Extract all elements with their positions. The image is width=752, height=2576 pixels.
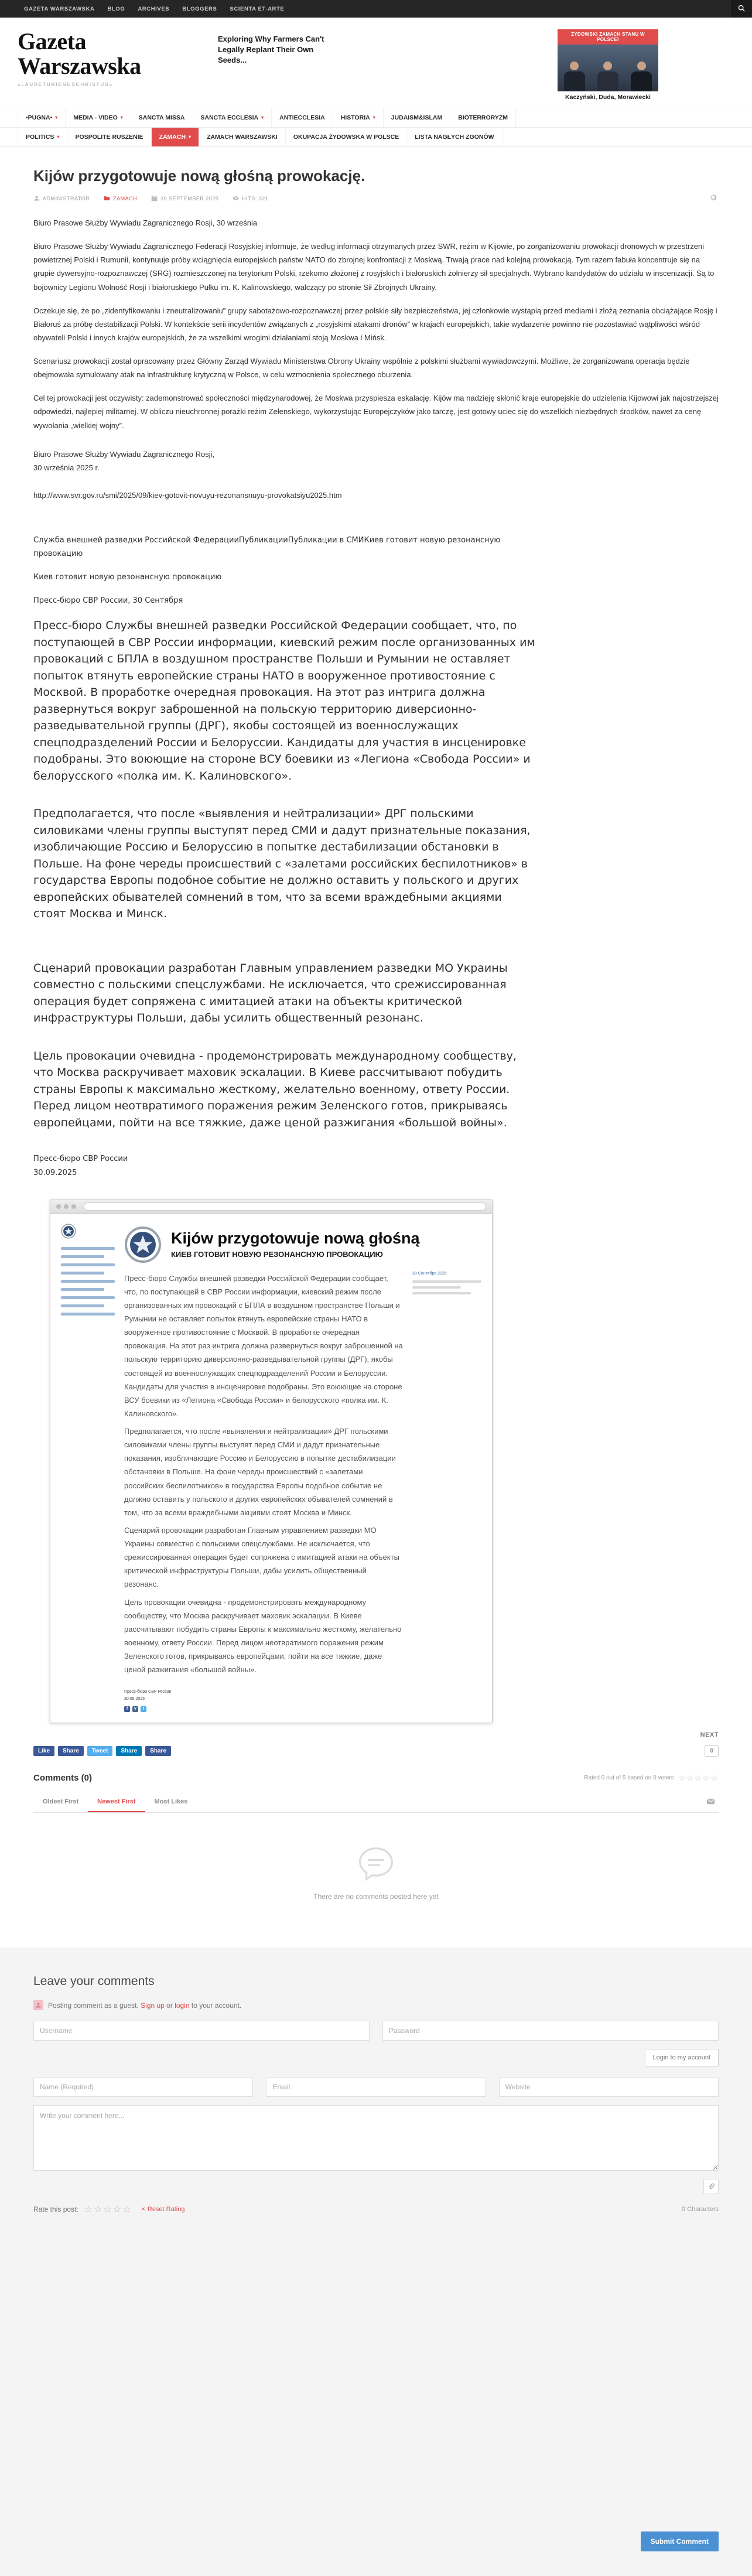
- site-header: [0, 18, 752, 108]
- svr-meta-bar: [412, 1286, 461, 1289]
- svr-meta-bar: [412, 1280, 481, 1283]
- rating-stars-icon: ☆☆☆☆☆: [678, 1773, 719, 1782]
- topbar-link-home[interactable]: GAZETA WARSZAWSKA: [24, 5, 95, 12]
- promo-figure: [564, 62, 585, 91]
- chevron-down-icon: ▾: [372, 115, 375, 120]
- nav-item-sancta-ecclesia[interactable]: SANCTA ECCLESIA ▾: [193, 108, 272, 127]
- gear-icon: [709, 193, 717, 201]
- rate-stars[interactable]: ☆☆☆☆☆: [84, 2205, 132, 2215]
- chevron-down-icon: ▾: [55, 115, 58, 120]
- attach-row: [33, 2179, 719, 2194]
- vk-icon: v: [132, 1706, 138, 1712]
- name-input[interactable]: [33, 2077, 253, 2097]
- nav-item-media-video[interactable]: MEDIA - VIDEO ▾: [66, 108, 131, 127]
- ru-paragraph: Пресс-бюро Службы внешней разведки Российской Федерации сообщает, что, по поступающей в СВР России информации, киевский режим после организованных им провокаций с БПЛА в воздушном пространстве Польши и Румынии не оставляет попыток втянуть европейские страны НАТО в вооруженное противостояние с Москвой. В проработке очередная провокация. На этот раз интрига должна развернуться вокруг заброшенной на польскую территорию диверсионно-разведывательной группы (ДРГ), якобы состоящей из военнослужащих спецподразделений России и Белоруссии. Кандидаты для участия в инсценировке подобраны. Это воюющие на стороне ВСУ боевики из «Легиона «Свобода России» и белорусского «полка им. К. Калиновского».: [33, 619, 535, 783]
- search-button[interactable]: [731, 0, 752, 18]
- user-icon: [33, 195, 40, 201]
- comment-form-section: [0, 1948, 752, 2576]
- article-paragraph: Biuro Prasowe Służby Wywiadu Zagranicznego Federacji Rosyjskiej informuje, że według informacji otrzymanych przez SWR, reżim w Kijowie, po zorganizowaniu prowokacji dronowych w przestrzeni powietrznej Polski i Rumunii, kontynuuje próby wciągnięcia europejskich państw NATO do zbrojnej konfrontacji z Moskwą. Trwają prace nad kolejną prowokacją. Tym razem fabuła koncentruje się na grupie dywersyjno-rozpoznawczej (SRG) rozmieszczonej na terytorium Polski, rzekomo złożonej z rosyjskich i białoruskich żołnierzy sił specjalnych. Wybrano kandydatów do udziału w inscenizacji. Są to bojownicy Legionu Wolność Rosji i białoruskiego Pułku im. K. Kalinowskiego, walczący po stronie Sił Zbrojnych Ukrainy.: [33, 242, 715, 292]
- svr-sidebar: [61, 1224, 115, 1712]
- subscribe-button[interactable]: [703, 1793, 719, 1811]
- article-paragraph: Cel tej prowokacji jest oczywisty: zademonstrować społeczności międzynarodowej, że Moskwa przyspiesza eskalację. Kijów ma nadzieję skłonić kraje europejskie do udzielenia Kijowowi jak najostrzejszej odpowiedzi, najlepiej militarnej. W obliczu nieuchronnej porażki reżim Zełenskiego, wykorzystując Europejczyków jako tarczę, jest gotowy uciec się do wszelkich niezbędnych środków, nawet za cenę wywołania „wielkiej wojny”.: [33, 394, 719, 430]
- submit-comment-button[interactable]: Submit Comment: [641, 2531, 719, 2551]
- password-input[interactable]: [382, 2021, 719, 2041]
- captcha-area: [33, 2215, 719, 2531]
- post-rating: [584, 1774, 719, 1783]
- topbar-link-scienta[interactable]: SCIENTA ET-ARTE: [230, 5, 285, 12]
- topbar-spacer: [290, 0, 731, 18]
- svr-nav-link-bar: [61, 1304, 104, 1307]
- chevron-down-icon: ▾: [57, 134, 60, 139]
- comments-tabs: [33, 1792, 719, 1813]
- next-article-link[interactable]: NEXT: [700, 1731, 719, 1739]
- eye-icon: [233, 195, 239, 201]
- paperclip-icon: [707, 2182, 715, 2191]
- nav-item-politics[interactable]: POLITICS ▾: [18, 128, 67, 146]
- rate-label: Rate this post:: [33, 2205, 78, 2214]
- share-bar: [33, 1745, 719, 1757]
- svr-main: [124, 1224, 481, 1712]
- svr-social-icons: [124, 1706, 481, 1712]
- facebook-like-button[interactable]: Like: [33, 1746, 54, 1756]
- facebook-icon: f: [124, 1706, 130, 1712]
- svr-nav-link-bar: [61, 1272, 104, 1275]
- article-paragraph: Oczekuje się, że po „zidentyfikowaniu i zneutralizowaniu” grupy sabotażowo-rozpoznawczej przez polskie siły bezpieczeństwa, jej członkowie wystąpią przed mediami i złożą zeznania obciążające Rosję i Białoruś za próbę destabilizacji Polski. W kontekście serii incydentów związanych z „rosyjskimi atakami dronów” w krajach europejskich, takie wydarzenie powinno nie pozostawiać wątpliwości wśród obywateli Polski i innych krajów europejskich, że za wszelkimi wrogimi działaniami stoją Moskwa i Mińsk.: [33, 306, 717, 342]
- nav-item-zamach[interactable]: ZAMACH ▾: [152, 128, 200, 146]
- promo-caption: Kaczyński, Duda, Morawiecki: [565, 94, 651, 101]
- svr-meta-column: [412, 1272, 481, 1681]
- article-meta: [33, 192, 719, 216]
- ru-paragraph: Предполагается, что после «выявления и нейтрализации» ДРГ польскими силовиками члены группы выступят перед СМИ и дадут признательные показания, изобличающие Россию и Белоруссию в попытке дестабилизации обстановки в Польше. На фоне череды происшествий с «залетами российских беспилотников» в государства Европы подобное событие не должно оставить у польского и других европейских обывателей сомнений в том, что за всеми враждебными акциями стоят Москва и Минск.: [33, 807, 531, 921]
- comments-empty-state: [33, 1813, 719, 1943]
- comment-textarea[interactable]: [33, 2105, 719, 2171]
- author-meta: ADMINISTRATOR: [33, 195, 90, 201]
- source-link[interactable]: http://www.svr.gov.ru/smi/2025/09/kiev-gotovit-novuyu-rezonansnuyu-provokatsiyu2025.htm: [33, 490, 342, 500]
- twitter-icon: t: [141, 1706, 146, 1712]
- nav-item-sancta-missa[interactable]: SANCTA MISSA: [131, 108, 193, 127]
- promo-label-link[interactable]: ŻYDOWSKI ZAMACH STANU W POLSCE!: [558, 29, 658, 45]
- svr-emblem-icon: [124, 1226, 162, 1263]
- nav-item-pugna[interactable]: •PUGNA• ▾: [18, 108, 66, 127]
- site-title[interactable]: Gazeta Warszawska: [18, 28, 141, 79]
- comments-header: [33, 1773, 719, 1783]
- chevron-down-icon: ▾: [120, 115, 123, 120]
- date-meta: 30 SEPTEMBER 2025: [151, 195, 218, 201]
- article-tools-button[interactable]: [708, 192, 719, 204]
- empty-comments-text: There are no comments posted here yet: [313, 1892, 439, 1901]
- nav-item-bioterroryzm[interactable]: BIOTERRORYZM: [450, 108, 516, 127]
- promo-figure: [631, 62, 652, 91]
- guest-note: [33, 2000, 719, 2010]
- window-dot: [64, 1204, 69, 1209]
- nav-item-judaism-islam[interactable]: JUDAISM&ISLAM: [384, 108, 451, 127]
- search-icon: [737, 4, 746, 14]
- rate-row: [33, 2203, 719, 2215]
- calendar-icon: [151, 195, 158, 201]
- ru-paragraph: Сценарий провокации разработан Главным управлением разведки МО Украины совместно с польскими спецслужбами. Не исключается, что срежиссированная операция будет сопряжена с имитацией атаки на объекты критической инфраструктуры Польши, дабы усилить общественный резонанс.: [33, 961, 508, 1025]
- svr-meta-bar: [412, 1292, 471, 1294]
- svr-footer: Пресс-бюро СВР России 30.09.2025 f v t: [124, 1689, 481, 1712]
- topbar-link-blog[interactable]: BLOG: [107, 5, 125, 12]
- svr-nav-link-bar: [61, 1255, 104, 1258]
- login-fields-row: [33, 2021, 719, 2041]
- tab-most-likes[interactable]: Most Likes: [145, 1792, 197, 1812]
- hits-meta: HITS: 321: [233, 195, 268, 201]
- character-count: 0 Characters: [682, 2206, 719, 2213]
- browser-url-bar: [84, 1202, 486, 1211]
- ru-paragraph: Цель провокации очевидна - продемонстрировать международному сообществу, что Москва раскручивает маховик эскалации. В Киеве рассчитывают побудить страны Европы к максимально жесткому, желательно военному, ответу России. Перед лицом неотвратимого поражения режим Зеленского готов, прикрываясь европейцами, пойти на все тяжкие, даже ценой разжигания «большой войны».: [33, 1049, 517, 1129]
- nav-item-historia[interactable]: HISTORIA ▾: [333, 108, 384, 127]
- svr-titles: [171, 1230, 420, 1259]
- nav-row-1: [0, 108, 752, 128]
- ru-subheading: Киев готовит новую резонансную провокацию: [33, 573, 222, 582]
- window-dot: [56, 1204, 61, 1209]
- svr-emblem-small-icon: [61, 1224, 76, 1239]
- guest-note-text: Posting comment as a guest. Sign up or login to your account.: [48, 2001, 242, 2010]
- ru-byline: Пресс-бюро СВР России, 30 Сентября: [33, 596, 183, 606]
- nav-item-lista-zgonow[interactable]: LISTA NAGŁYCH ZGONÓW: [407, 128, 502, 146]
- svr-body-text: Пресс-бюро Службы внешней разведки Российской Федерации сообщает, что, по поступающей в СВР России информации, киевский режим после организованных им провокаций с БПЛА в воздушном пространстве Польши и Румынии не оставляет попыток втянуть европейские страны НАТО в вооруженное противостояние с Москвой. В проработке очередная провокация. На этот раз интрига должна развернуться вокруг заброшенной на польскую территорию диверсионно-разведывательной группы (ДРГ), якобы состоящей из военнослужащих спецподразделений России и Белоруссии. Кандидаты для участия в инсценировке подобраны. Это воюющие на стороне ВСУ боевики из «Легиона «Свобода России» и белорусского «полка им. К. Калиновского». Предполагается, что после «выявления и нейтрализации» ДРГ польскими силовиками члены группы выступят перед СМИ и дадут признательные показания, изобличающие Россию и Белоруссию в попытке дестабилизации обстановки в Польше. На фоне череды происшествий с «залетами российских беспилотников» в государства Европы подобное событие не должно оставить у польского и других европейских обывателей сомнений в том, что за всеми враждебными акциями стоят Москва и Минск. Сценарий провокации разработан Главным управлением разведки МО Украины совместно с польскими спецслужбами. Не исключается, что срежиссированная операция будет сопряжена с имитацией атаки на объекты критической инфраструктуры Польши, дабы усилить общественный резонанс. Цель провокации очевидна - продемонстрировать международному сообществу, что Москва раскручивает маховик эскалации. В Киеве рассчитывают побудить страны Европы к максимально жесткому, желательно военному, ответу России. Перед лицом неотвратимого поражения режим Зеленского готов, прикрываясь европейцами, пойти на все тяжкие, даже ценой разжигания «большой войны».: [124, 1273, 403, 1675]
- tab-oldest-first[interactable]: Oldest First: [33, 1792, 88, 1812]
- twitter-tweet-button[interactable]: Tweet: [87, 1746, 113, 1756]
- svr-nav-link-bar: [61, 1313, 115, 1316]
- main-nav: [0, 108, 752, 147]
- guest-avatar-icon: [33, 2000, 43, 2010]
- sign-up-link[interactable]: Sign up: [141, 2001, 165, 2010]
- speech-bubble-icon: [356, 1843, 396, 1884]
- topbar: [0, 0, 752, 18]
- svr-nav-link-bar: [61, 1288, 104, 1291]
- svr-nav-link-bar: [61, 1247, 115, 1250]
- login-link[interactable]: login: [175, 2001, 190, 2010]
- topbar-link-archives[interactable]: ARCHIVES: [138, 5, 170, 12]
- website-input[interactable]: [499, 2077, 719, 2097]
- nav-item-pospolite-ruszenie[interactable]: POSPOLITE RUSZENIE: [67, 128, 151, 146]
- linkedin-share-button[interactable]: Share: [116, 1746, 142, 1756]
- svr-pub-date: 30 Сентября 2025: [412, 1271, 447, 1276]
- embed-title-ru: КИЕВ ГОТОВИТ НОВУЮ РЕЗОНАНСНУЮ ПРОВОКАЦИЮ: [171, 1250, 383, 1259]
- facebook-share-button[interactable]: Share: [58, 1746, 84, 1756]
- article-paragraph: Scenariusz prowokacji został opracowany przez Główny Zarząd Wywiadu Ministerstwa Obrony Ukrainy wspólnie z polskimi służbami wywiadowczymi. Możliwe, że zorganizowana operacja będzie obejmowała symulowany atak na infrastrukturę krytyczną w Polsce, w celu wzmocnienia społecznego oburzenia.: [33, 357, 690, 380]
- article-body: [33, 216, 719, 1943]
- envelope-icon: [706, 1797, 715, 1806]
- promo-figure: [597, 62, 618, 91]
- article-intro: Biuro Prasowe Służby Wywiadu Zagranicznego Rosji, 30 września: [33, 218, 258, 227]
- nav-item-zamach-warszawski[interactable]: ZAMACH WARSZAWSKI: [199, 128, 286, 146]
- embed-title-pl: Kijów przygotowuje nową głośną: [171, 1229, 420, 1247]
- article-title: Kijów przygotowuje nową głośną prowokację.: [33, 167, 365, 185]
- chevron-down-icon: ▾: [189, 134, 192, 139]
- ru-heading: Служба внешней разведки Российской ФедерацииПубликацииПубликации в СМИКиев готовит новую резонансную провокацию: [33, 535, 501, 558]
- close-icon: ×: [141, 2206, 145, 2213]
- nav-row-2: [0, 128, 752, 147]
- brand: [18, 29, 193, 87]
- site-tagline: «LAUDETURIESUSCHRISTUS»: [18, 82, 113, 88]
- header-promo: [558, 29, 658, 101]
- rating-text: Rated 0 out of 5 based on 0 voters: [584, 1775, 674, 1782]
- attachment-button[interactable]: [703, 2179, 719, 2194]
- comments-title: Comments (0): [33, 1773, 93, 1784]
- email-input[interactable]: [266, 2077, 486, 2097]
- login-button-row: [33, 2049, 719, 2066]
- svr-page: [50, 1214, 492, 1723]
- svr-columns: [124, 1272, 481, 1681]
- nav-item-antiecclesia[interactable]: ANTIECCLESIA: [272, 108, 333, 127]
- russian-section: [33, 534, 537, 1180]
- svr-nav-link-bar: [61, 1280, 115, 1283]
- reset-rating-button[interactable]: × Reset Rating: [138, 2205, 188, 2213]
- login-to-account-button[interactable]: Login to my account: [645, 2049, 719, 2066]
- tab-newest-first[interactable]: Newest First: [88, 1792, 145, 1812]
- browser-chrome: [50, 1200, 492, 1214]
- chevron-down-icon: ▾: [261, 115, 264, 120]
- share-counter: 0: [705, 1745, 719, 1757]
- comment-form-heading: Leave your comments: [33, 1974, 155, 1989]
- window-dot: [71, 1204, 76, 1209]
- guest-fields-row: [33, 2077, 719, 2097]
- article-image-svr-screenshot: [50, 1200, 493, 1723]
- svr-nav-link-bar: [61, 1296, 115, 1299]
- folder-icon: [104, 195, 110, 201]
- header-teaser-link[interactable]: Exploring Why Farmers Can't Legally Replant Their Own Seeds...: [218, 35, 324, 65]
- nav-item-okupacja[interactable]: OKUPACJA ŻYDOWSKA W POLSCE: [286, 128, 407, 146]
- topbar-link-bloggers[interactable]: BLOGGERS: [182, 5, 217, 12]
- submit-row: [33, 2531, 719, 2551]
- article-container: [0, 167, 752, 1943]
- svr-titlebar: [124, 1226, 481, 1263]
- ru-signature: Пресс-бюро СВР России 30.09.2025: [33, 1154, 128, 1177]
- article-signature: Biuro Prasowe Służby Wywiadu Zagranicznego Rosji, 30 września 2025 r.: [33, 449, 215, 472]
- promo-photo[interactable]: [558, 45, 658, 91]
- svr-nav-link-bar: [61, 1263, 115, 1266]
- username-input[interactable]: [33, 2021, 370, 2041]
- category-link[interactable]: ZAMACH: [104, 195, 137, 201]
- generic-share-button[interactable]: Share: [145, 1746, 171, 1756]
